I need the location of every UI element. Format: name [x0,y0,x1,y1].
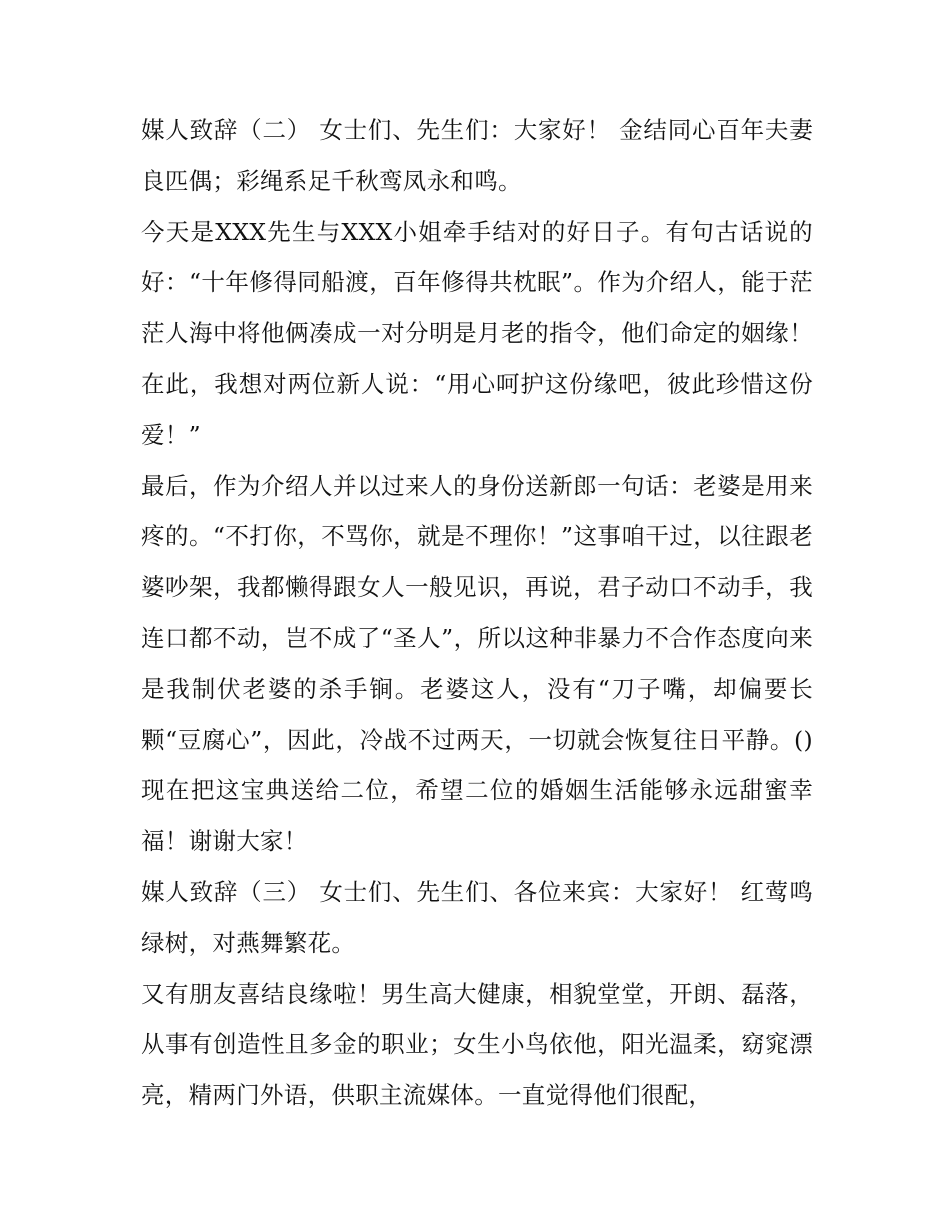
paragraph: 媒人致辞（三） 女士们、先生们、各位来宾：大家好！ 红莺鸣绿树，对燕舞繁花。 [141,877,813,957]
document-body [141,105,813,1121]
paragraph: 最后，作为介绍人并以过来人的身份送新郎一句话：老婆是用来疼的。“不打你，不骂你，就是不理你！”这事咱干过，以往跟老婆吵架，我都懒得跟女人一般见识，再说，君子动口不动手，我连口都不动，岂不成了“圣人”，所以这种非暴力不合作态度向来是我制伏老婆的杀手锏。老婆这人，没有“刀子嘴，却偏要长颗“豆腐心”，因此，冷战不过两天，一切就会恢复往日平静。()现在把这宝典送给二位，希望二位的婚姻生活能够永远甜蜜幸福！谢谢大家！ [141,471,813,856]
paragraph: 媒人致辞（二） 女士们、先生们：大家好！ 金结同心百年夫妻良匹偶；彩绳系足千秋鸾凤永和鸣。 [141,116,813,195]
paragraph: 今天是XXX先生与XXX小姐牵手结对的好日子。有句古话说的好：“十年修得同船渡，百年修得共枕眠”。作为介绍人，能于茫茫人海中将他俩凑成一对分明是月老的指令，他们命定的姻缘！在此，我想对两位新人说：“用心呵护这份缘吧，彼此珍惜这份爱！” [141,217,813,449]
paragraph: 又有朋友喜结良缘啦！男生高大健康，相貌堂堂，开朗、磊落，从事有创造性且多金的职业；女生小鸟依他，阳光温柔，窈窕漂亮，精两门外语，供职主流媒体。一直觉得他们很配， [141,979,813,1110]
